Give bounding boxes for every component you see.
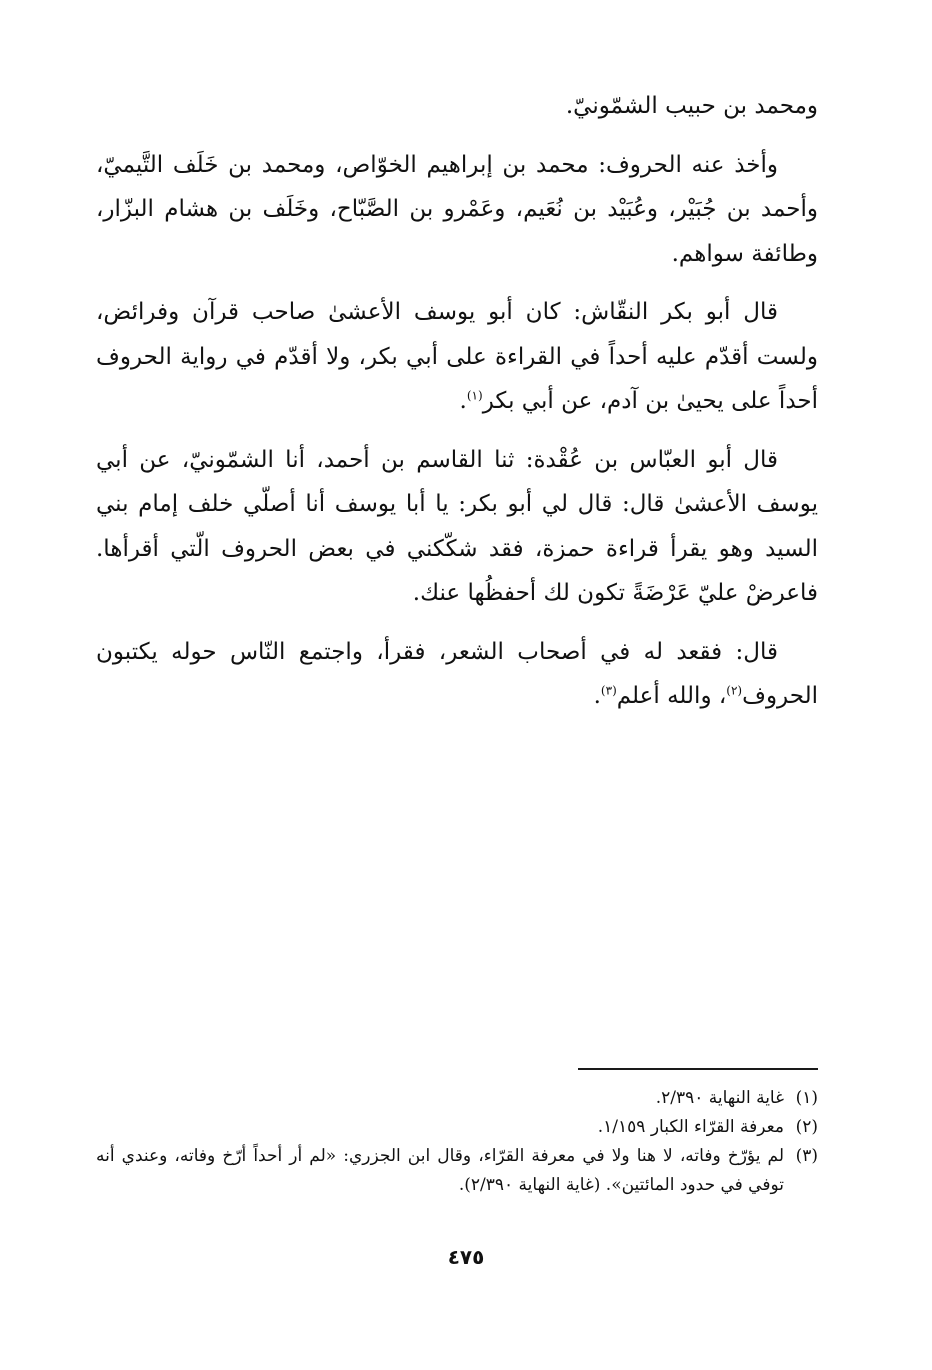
footnote-ref-1[interactable]: (١) [466,388,483,403]
main-text [96,84,818,733]
paragraph-3 [96,290,818,424]
footnote-ref-3[interactable]: (٣) [600,683,617,698]
footnote-divider [578,1068,818,1070]
footnote-1-text: غاية النهاية ٢/٣٩٠. [655,1088,784,1108]
paragraph-1 [96,84,818,129]
footnote-3-text: لم يؤرّخ وفاته، لا هنا ولا في معرفة القرّاء، وقال ابن الجزري: «لم أر أحداً أرّخ وفاته، وعندي أنه توفي في حدود المائتين». (غاية النهاية ٢/٣٩٠). [96,1146,784,1195]
footnote-1 [96,1084,818,1113]
footnote-ref-2[interactable]: (٢) [726,683,743,698]
footnote-2-number: (٢) [795,1117,818,1137]
footnote-2 [96,1113,818,1142]
paragraph-1-text: ومحمد بن حبيب الشمّونيّ. [565,93,818,119]
paragraph-2 [96,143,818,277]
paragraph-4-text: قال أبو العبّاس بن عُقْدة: ثنا القاسم بن أحمد، أنا الشمّونيّ، عن أبي يوسف الأعشىٰ قال: قال لي أبو بكر: يا أبا يوسف أنا أصلّي خلف إمام بني السيد وهو يقرأ قراءة حمزة، فقد شكّكني في بعض الحروف الّتي أقرأها. فاعرضْ عليّ عَرْضَةً تكون لك أحفظُها عنك. [96,446,818,606]
footnote-3-number: (٣) [795,1146,818,1166]
paragraph-5-end: . [593,683,601,709]
paragraph-3-text: قال أبو بكر النقّاش: كان أبو يوسف الأعشىٰ صاحب قرآن وفرائض، ولست أقدّم عليه أحداً في القراءة على أبي بكر، ولا أقدّم في رواية الحروف أحداً على يحيىٰ بن آدم، عن أبي بكر [96,299,818,414]
paragraph-5 [96,630,818,719]
paragraph-4 [96,438,818,616]
page-number: ٤٧٥ [447,1245,485,1269]
paragraph-2-text: وأخذ عنه الحروف: محمد بن إبراهيم الخوّاص، ومحمد بن خَلَف التَّيميّ، وأحمد بن جُبَيْر، وعُبَيْد بن نُعَيم، وعَمْرو بن الصَّبّاح، وخَلَف بن هشام البزّار، وطائفة سواهم. [96,151,818,267]
footnotes [96,1084,818,1200]
paragraph-3-end: . [459,388,467,414]
footnote-1-number: (١) [795,1088,818,1108]
footnote-2-text: معرفة القرّاء الكبار ١/١٥٩. [597,1117,784,1137]
paragraph-5-mid: ، والله أعلم [616,683,727,709]
footnote-3 [96,1142,818,1200]
paragraph-5-text: قال: فقعد له في أصحاب الشعر، فقرأ، واجتمع النّاس حوله يكتبون الحروف [96,638,818,709]
